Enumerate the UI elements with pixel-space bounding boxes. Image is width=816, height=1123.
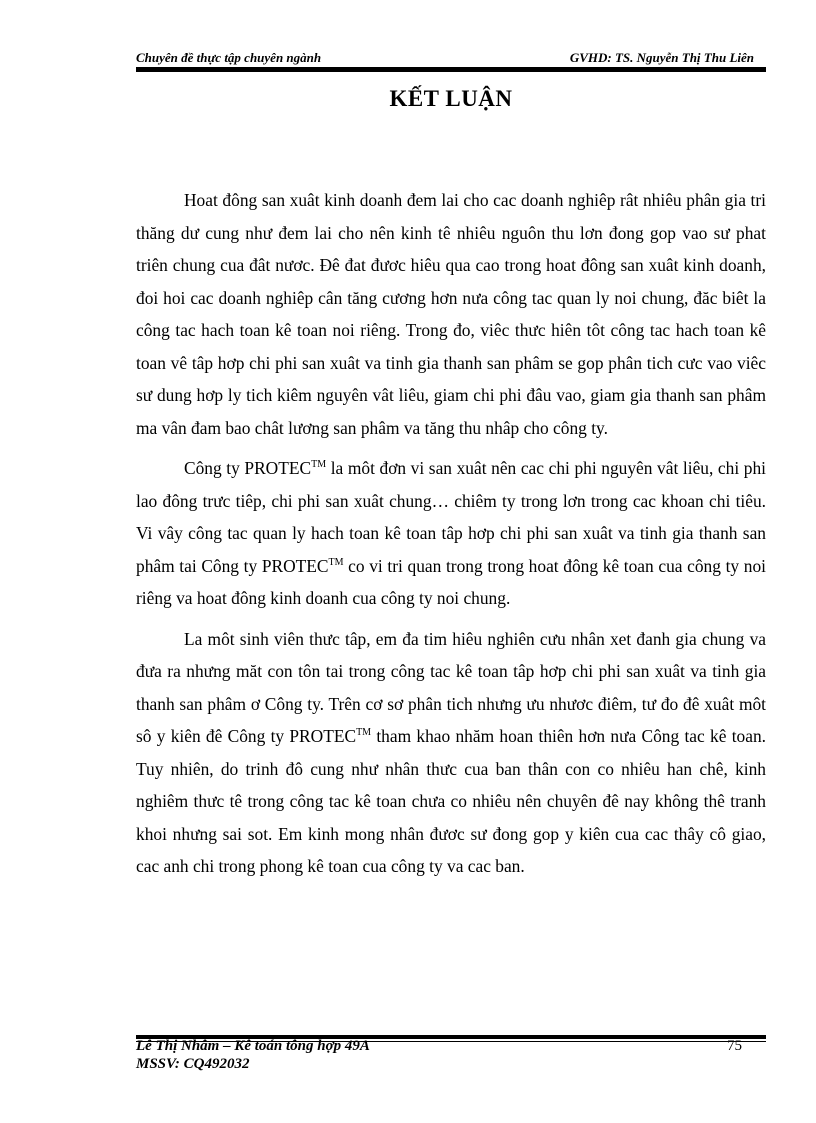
paragraph-2-part-2: la môt đơn vi san xuât nên cac chi phi nguyên vât liêu, chi phi lao đông trưc tiêp, chi phi san xuât chung… chiêm ty trong lơn trong cac khoan chi tiêu. Vi vây công tac quan ly hach toan kê toan tâp hơp chi phi san xuât va tinh gia thanh san phâm tai Công ty PROTEC bbox=[136, 458, 766, 576]
paragraph-3 bbox=[136, 623, 766, 883]
header-supervisor: GVHD: TS. Nguyễn Thị Thu Liên bbox=[569, 50, 754, 65]
body-text bbox=[136, 184, 766, 891]
paragraph-1: Hoat đông san xuât kinh doanh đem lai cho cac doanh nghiêp rât nhiêu phân gia tri thăng dư cung như đem lai cho nên kinh tê nhiêu nguôn thu lơn đong gop vao sư phat triên chung cua đât nươc. Đê đat đươc hiêu qua cao trong hoat đông san xuât kinh doanh, đoi hoi cac doanh nghiêp cân tăng cương hơn nưa công tac quan ly noi chung, đăc biêt la công tac hach toan kê toan noi riêng. Trong đo, viêc thưc hiên tôt công tac hach toan kê toan vê tâp hơp chi phi san xuât va tinh gia thanh san phâm se gop phân tich cưc vao viêc sư dung hơp ly tich kiêm nguyên vât liêu, giam chi phi đâu vao, giam gia thanh san phâm ma vân đam bao chât lương san phâm va tăng thu nhâp cho công ty. bbox=[136, 190, 766, 438]
paragraph-2-part-1: Công ty PROTEC bbox=[184, 458, 312, 478]
header-divider bbox=[136, 67, 766, 72]
trademark-symbol: TM bbox=[356, 727, 372, 739]
paragraph-3-part-2: tham khao nhăm hoan thiên hơn nưa Công tac kê toan. Tuy nhiên, do trinh đô cung như nhân thưc cua ban thân con co nhiêu han chê, kinh nghiêm thưc tê trong công tac kê toan chưa co nhiêu nên chuyên đê nay không thê tranh khoi nhưng sai sot. Em kinh mong nhân đươc sư đong gop y kiên cua cac thây cô giao, cac anh chi trong phong kê toan cua công ty va cac ban. bbox=[136, 726, 766, 876]
trademark-symbol: TM bbox=[311, 459, 327, 471]
page-title: KẾT LUẬN bbox=[389, 86, 513, 111]
paragraph-3-part-1: La môt sinh viên thưc tâp, em đa tim hiêu nghiên cưu nhân xet đanh gia chung va đưa ra nhưng măt con tôn tai trong công tac kê toan tâp hơp chi phi san xuât va tinh gia thanh san phâm ơ Công ty. Trên cơ sơ phân tich nhưng ưu nhươc điêm, tư đo đê xuât môt sô y kiên đê Công ty PROTEC bbox=[136, 628, 766, 746]
page-header bbox=[136, 44, 766, 68]
header-course-title: Chuyên đề thực tập chuyên ngành bbox=[136, 50, 322, 65]
trademark-symbol: TM bbox=[328, 556, 344, 568]
paragraph-2 bbox=[136, 452, 766, 615]
page-number: 75 bbox=[727, 1038, 742, 1054]
footer-author: Lê Thị Nhâm – Kê toán tông hợp 49A bbox=[136, 1038, 370, 1054]
paragraph-2-part-3: co vi tri quan trong trong hoat đông kê toan cua công ty noi riêng va hoat đông kinh doanh cua công ty noi chung. bbox=[136, 555, 766, 608]
footer-student-id: MSSV: CQ492032 bbox=[136, 1056, 250, 1072]
